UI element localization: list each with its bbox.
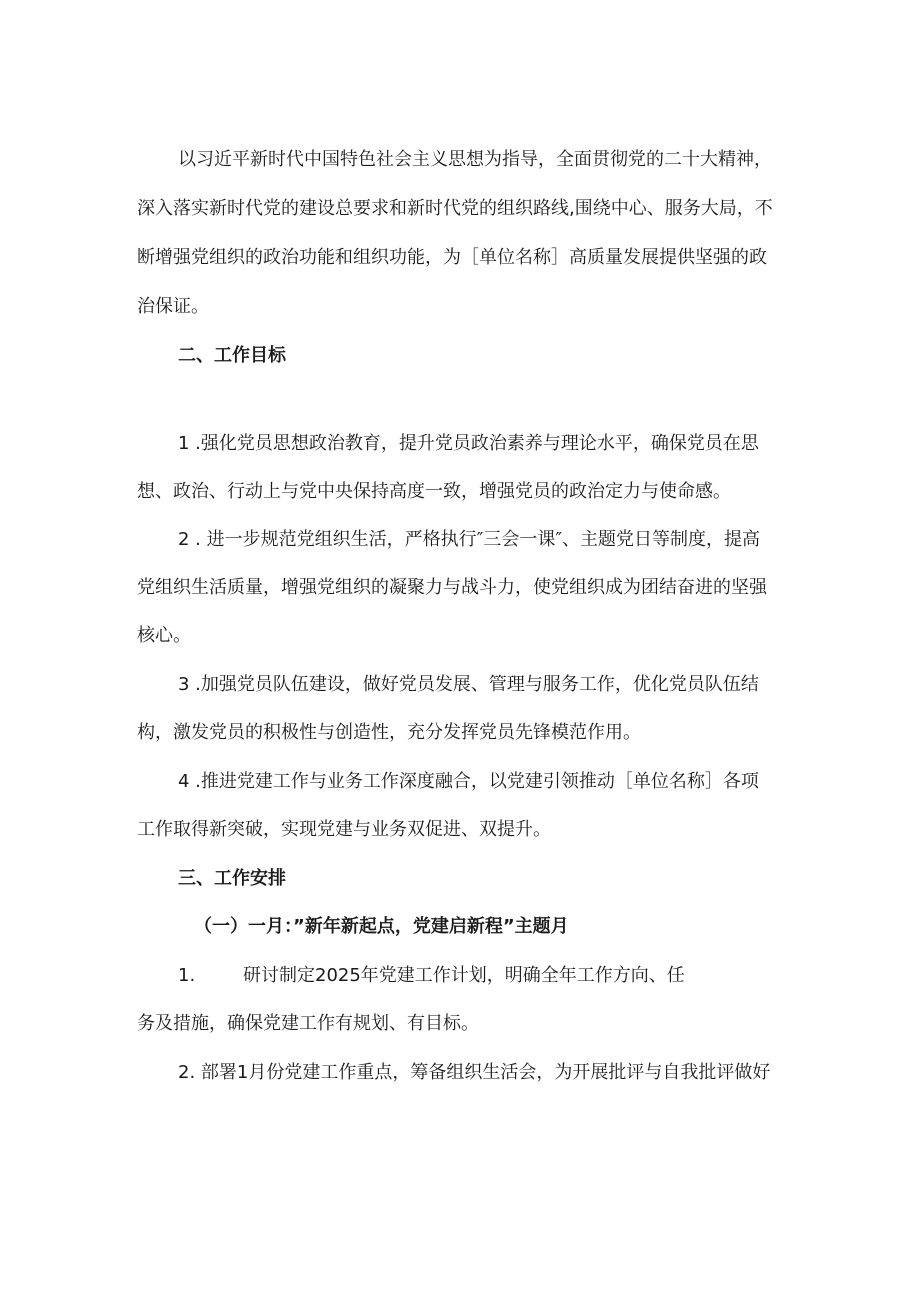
goal-4-line-1: 4 .推进党建工作与业务工作深度融合，以党建引领推动［单位名称］各项 [178, 771, 759, 792]
intro-line-1: 以习近平新时代中国特色社会主义思想为指导，全面贯彻党的二十大精神， [178, 149, 772, 170]
intro-line-4: 治保证。 [137, 296, 209, 317]
january-item-1-line-2: 务及措施，确保党建工作有规划、有目标。 [137, 1013, 479, 1034]
subsection-heading-january: （一）一月：”新年新起点，党建启新程”主题月 [194, 916, 569, 937]
goal-2-line-3: 核心。 [137, 625, 191, 646]
intro-line-2: 深入落实新时代党的建设总要求和新时代党的组织路线,围绕中心、服务大局，不 [137, 198, 773, 219]
january-item-1-number: 1. [178, 965, 196, 986]
january-item-1-line-1: 研讨制定2025年党建工作计划，明确全年工作方向、任 [243, 965, 685, 986]
goal-1-line-1: 1 .强化党员思想政治教育，提升党员政治素养与理论水平，确保党员在思 [178, 433, 759, 454]
goal-1-line-2: 想、政治、行动上与党中央保持高度一致，增强党员的政治定力与使命感。 [137, 481, 731, 502]
goal-3-line-1: 3 .加强党员队伍建设，做好党员发展、管理与服务工作，优化党员队伍结 [178, 674, 759, 695]
goal-2-line-1: 2 . 进一步规范党组织生活，严格执行″三会一课″、主题党日等制度，提高 [178, 529, 761, 550]
goal-4-line-2: 工作取得新突破，实现党建与业务双促进、双提升。 [137, 819, 551, 840]
january-item-2-line-1: 2. 部署1月份党建工作重点，筹备组织生活会，为开展批评与自我批评做好 [178, 1062, 771, 1083]
goal-3-line-2: 构，激发党员的积极性与创造性，充分发挥党员先锋模范作用。 [137, 722, 641, 743]
goal-2-line-2: 党组织生活质量，增强党组织的凝聚力与战斗力，使党组织成为团结奋进的坚强 [137, 577, 767, 598]
section-heading-goals: 二、工作目标 [178, 345, 286, 366]
intro-line-3: 断增强党组织的政治功能和组织功能，为［单位名称］高质量发展提供坚强的政 [137, 247, 767, 268]
section-heading-arrangements: 三、工作安排 [178, 868, 286, 889]
